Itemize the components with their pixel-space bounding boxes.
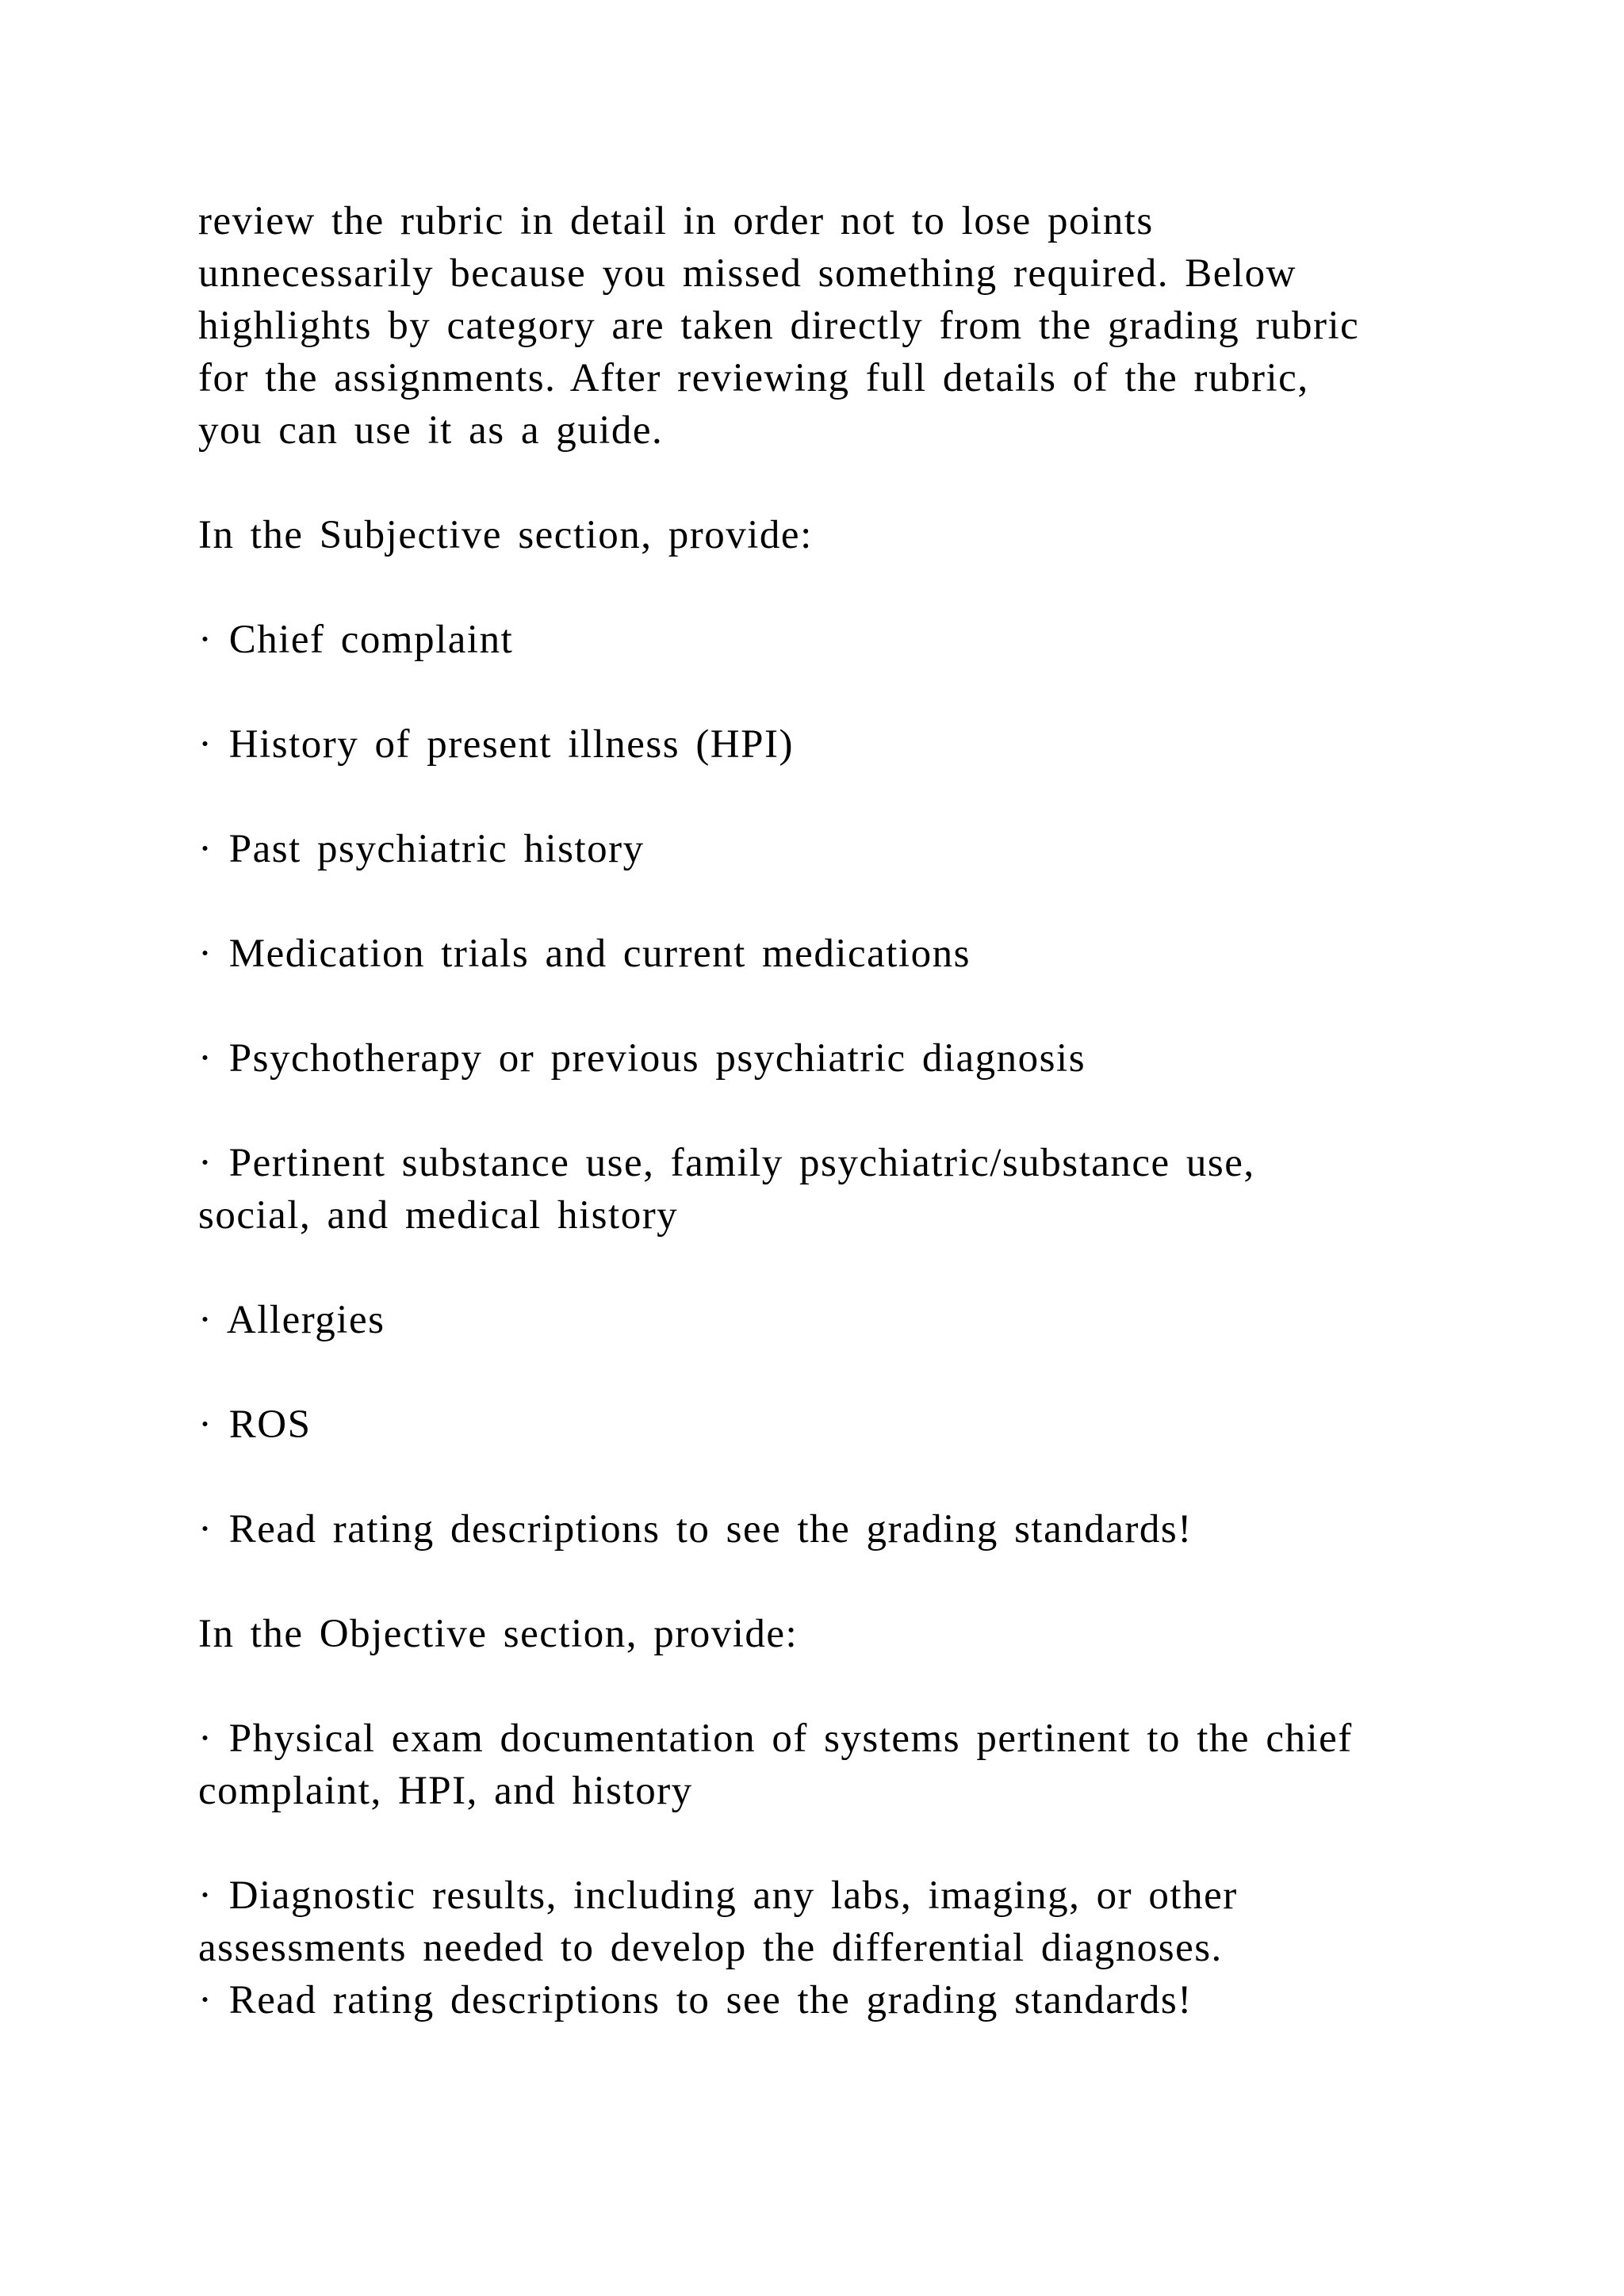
intro-paragraph xyxy=(198,195,1467,457)
subjective-item-allergies: · Allergies xyxy=(198,1298,385,1342)
objective-heading: In the Objective section, provide: xyxy=(198,1612,799,1656)
document-body xyxy=(198,195,1467,2026)
intro-line: highlights by category are taken directly from the grading rubric xyxy=(198,304,1360,348)
intro-line: unnecessarily because you missed something required. Below xyxy=(198,251,1297,296)
subjective-item-rating-note: · Read rating descriptions to see the grading standards! xyxy=(198,1507,1193,1552)
subjective-item-pertinent-history: · Pertinent substance use, family psychiatric/substance use, social, and medical history xyxy=(198,1141,1255,1238)
objective-item-physical-exam: · Physical exam documentation of systems pertinent to the chief complaint, HPI, and history xyxy=(198,1716,1353,1813)
subjective-item-ros: · ROS xyxy=(198,1402,312,1447)
subjective-item-past-psychiatric-history: · Past psychiatric history xyxy=(198,827,645,871)
subjective-heading: In the Subjective section, provide: xyxy=(198,513,813,557)
subjective-item-chief-complaint: · Chief complaint xyxy=(198,618,514,662)
subjective-item-psychotherapy: · Psychotherapy or previous psychiatric diagnosis xyxy=(198,1036,1086,1081)
intro-line: for the assignments. After reviewing full details of the rubric, xyxy=(198,356,1309,400)
objective-item-diagnostic-results: · Diagnostic results, including any labs, imaging, or other assessments needed to develop the differential diagnoses. xyxy=(198,1873,1238,1970)
objective-item-rating-note: · Read rating descriptions to see the grading standards! xyxy=(198,1978,1193,2022)
intro-line: review the rubric in detail in order not to lose points xyxy=(198,199,1154,243)
subjective-item-hpi: · History of present illness (HPI) xyxy=(198,722,794,767)
subjective-item-medications: · Medication trials and current medications xyxy=(198,932,971,976)
intro-line: you can use it as a guide. xyxy=(198,408,664,453)
